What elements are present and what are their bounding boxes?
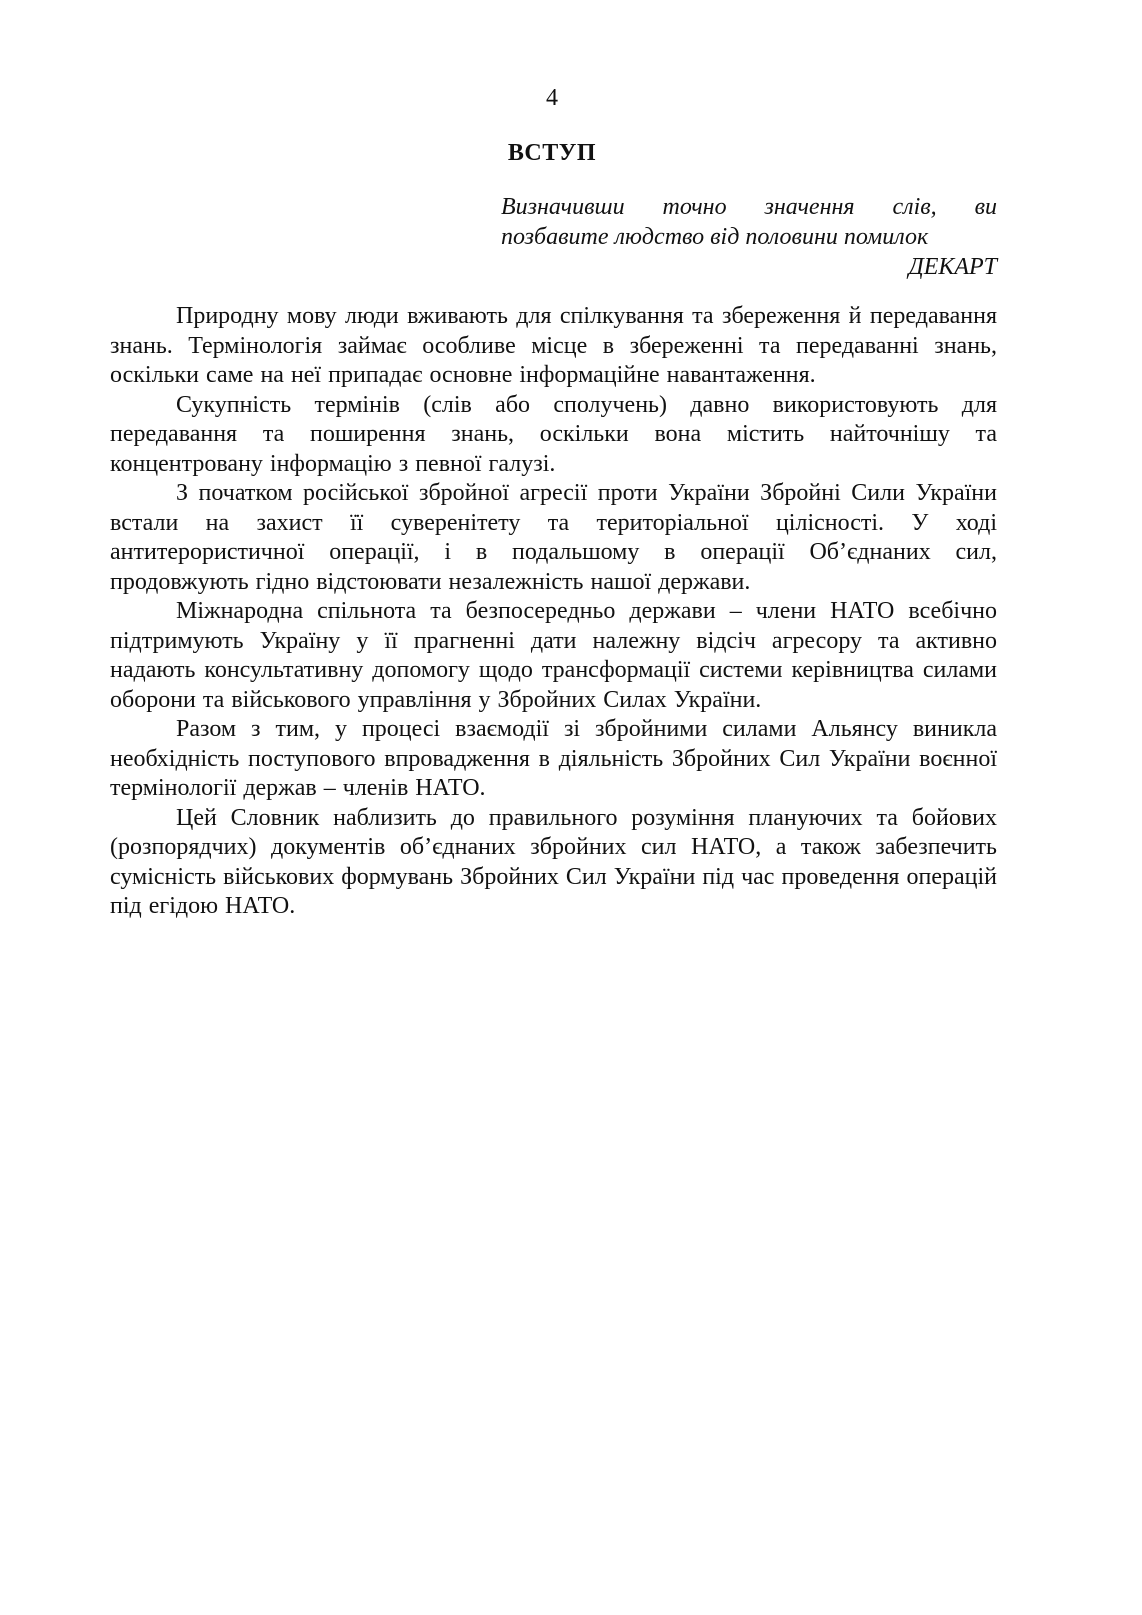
paragraph: Міжнародна спільнота та безпосередньо держави – члени НАТО всебічно підтримують Україну у її прагненні дати належну відсіч агресору та активно надають консультативну допомогу щодо трансформації системи керівництва силами оборони та військового управління у Збройних Силах України.: [110, 598, 997, 713]
epigraph-quote: [501, 192, 997, 252]
paragraph: Сукупність термінів (слів або сполучень) давно використовують для передавання та поширення знань, оскільки вона містить найточнішу та концентровану інформацію з певної галузі.: [110, 391, 997, 477]
epigraph: [501, 192, 997, 282]
page-number: 4: [546, 85, 558, 111]
paragraph: Цей Словник наблизить до правильного розуміння плануючих та бойових (розпорядчих) документів об’єднаних збройних сил НАТО, а також забезпечить сумісність військових формувань Збройних Сил України під час проведення операцій під егідою НАТО.: [110, 804, 997, 919]
document-body: [110, 302, 997, 922]
section-title: ВСТУП: [507, 140, 597, 166]
paragraph: З початком російської збройної агресії проти України Збройні Сили України встали на захист її суверенітету та територіальної цілісності. У ході антитерористичної операції, і в подальшому в операції Об’єднаних сил, продовжують гідно відстоювати незалежність нашої держави.: [110, 480, 997, 595]
paragraph: Разом з тим, у процесі взаємодії зі збройними силами Альянсу виникла необхідність поступового впровадження в діяльність Збройних Сил України воєнної термінології держав – членів НАТО.: [110, 716, 997, 801]
epigraph-line-2: позбавите людство від половини помилок: [501, 224, 929, 250]
paragraph: Природну мову люди вживають для спілкування та збереження й передавання знань. Термінологія займає особливе місце в збереженні та передаванні знань, оскільки саме на неї припадає основне інформаційне навантаження.: [110, 303, 997, 388]
epigraph-line-1: Визначивши точно значення слів, ви: [501, 194, 997, 220]
epigraph-author: ДЕКАРТ: [908, 254, 997, 280]
